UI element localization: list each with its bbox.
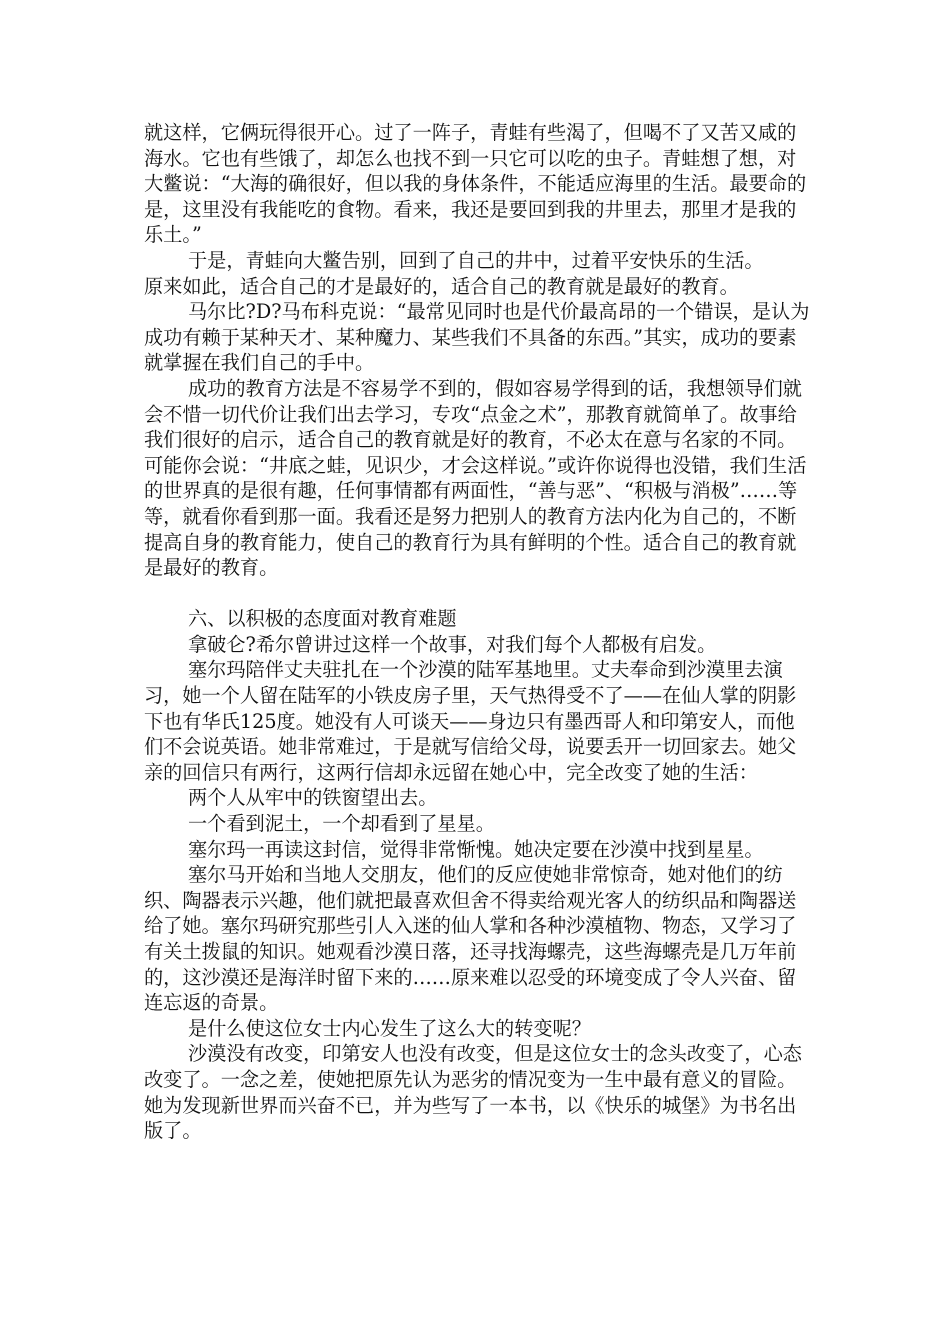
- paragraph-education-method: 成功的教育方法是不容易学不到的，假如容易学得到的话，我想领导们就会不惜一切代价让我们出去学习，专攻“点金之术”，那教育就简单了。故事给我们很好的启示，适合自己的教育就是好的教育，不必太在意与名家的不同。可能你会说：“井底之蛙，见识少，才会这样说。”或许你说得也没错，我们生活的世界真的是很有趣，任何事情都有两面性，“善与恶”、“积极与消极”……等等，就看你看到那一面。我看还是努力把别人的教育方法内化为自己的，不断提高自身的教育能力，使自己的教育行为具有鲜明的个性。适合自己的教育就是最好的教育。: [144, 376, 807, 580]
- paragraph-thelma-ashamed: 塞尔玛一再读这封信，觉得非常惭愧。她决定要在沙漠中找到星星。: [188, 837, 764, 861]
- document-page: [144, 120, 812, 1144]
- paragraph-letter-line-two: 一个看到泥土，一个却看到了星星。: [188, 812, 495, 836]
- paragraph-babcock-quote: 马尔比?D?马布科克说：“最常见同时也是代价最高昂的一个错误，是认为成功有赖于某种天才、某种魔力、某些我们不具备的东西。”其实，成功的要素就掌握在我们自己的手中。: [144, 300, 810, 375]
- paragraph-thelma-desert: 塞尔玛陪伴丈夫驻扎在一个沙漠的陆军基地里。丈夫奉命到沙漠里去演习，她一个人留在陆军的小铁皮房子里，天气热得受不了——在仙人掌的阴影下也有华氏125度。她没有人可谈天——身边只有墨西哥人和印第安人，而他们不会说英语。她非常难过，于是就写信给父母，说要丢开一切回家去。她父亲的回信只有两行，这两行信却永远留在她心中，完全改变了她的生活：: [144, 658, 797, 784]
- paragraph-thelma-friends: 塞尔马开始和当地人交朋友，他们的反应使她非常惊奇，她对他们的纺织、陶器表示兴趣，他们就把最喜欢但舍不得卖给观光客人的纺织品和陶器送给了她。塞尔玛研究那些引人入迷的仙人掌和各种沙漠植物、物态，又学习了有关土拨鼠的知识。她观看沙漠日落，还寻找海螺壳，这些海螺壳是几万年前的，这沙漠还是海洋时留下来的……原来难以忍受的环境变成了令人兴奋、留连忘返的奇景。: [144, 863, 797, 1015]
- section-heading-six: 六、以积极的态度面对教育难题: [188, 607, 457, 631]
- paragraph-letter-line-one: 两个人从牢中的铁窗望出去。: [188, 786, 438, 810]
- paragraph-suitable-education: 原来如此，适合自己的才是最好的，适合自己的教育就是最好的教育。: [144, 274, 739, 298]
- paragraph-mindset-change: 沙漠没有改变，印第安人也没有改变，但是这位女士的念头改变了，心态改变了。一念之差，使她把原先认为恶劣的情况变为一生中最有意义的冒险。她为发现新世界而兴奋不已，并为些写了一本书，以《快乐的城堡》为书名出版了。: [144, 1042, 802, 1143]
- blank-line: [144, 581, 812, 607]
- paragraph-frog-returns: 就这样，它俩玩得很开心。过了一阵子，青蛙有些渴了，但喝不了又苦又咸的海水。它也有些饿了，却怎么也找不到一只它可以吃的虫子。青蛙想了想，对大鳖说：“大海的确很好，但以我的身体条件，不能适应海里的生活。最要命的是，这里没有我能吃的食物。看来，我还是要回到我的井里去，那里才是我的乐土。”: [144, 121, 807, 247]
- paragraph-napoleon-hill: 拿破仑?希尔曾讲过这样一个故事，对我们每个人都极有启发。: [188, 632, 717, 656]
- paragraph-question: 是什么使这位女士内心发生了这么大的转变呢？: [188, 1016, 591, 1040]
- paragraph-frog-farewell: 于是，青蛙向大鳖告别，回到了自己的井中，过着平安快乐的生活。: [188, 248, 764, 272]
